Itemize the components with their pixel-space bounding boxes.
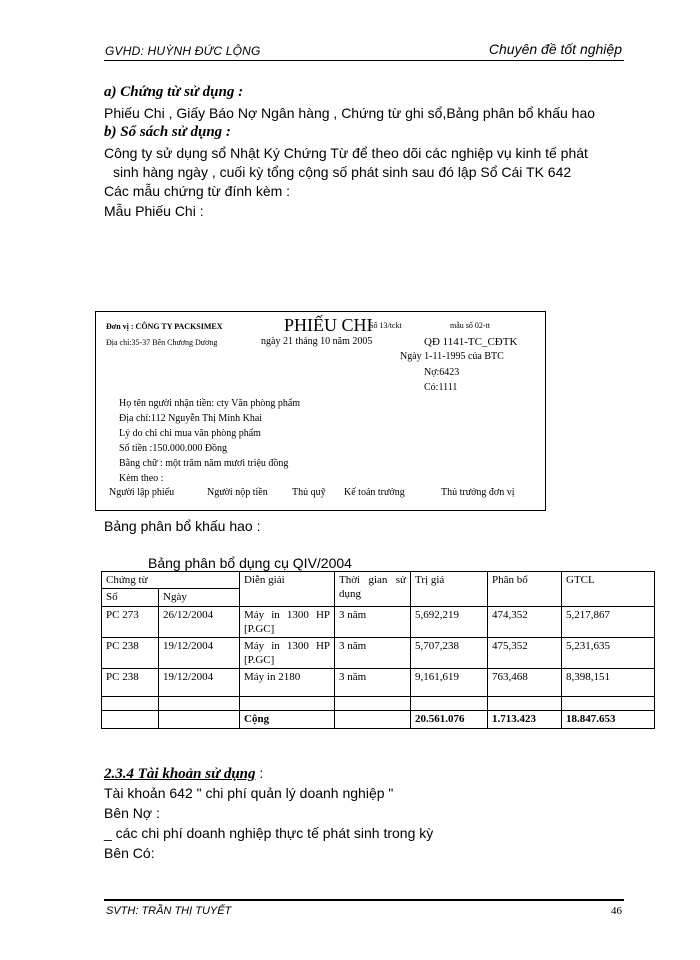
cell-time: 3 năm <box>335 638 411 669</box>
cell-gtcl: 5,231,635 <box>562 638 655 669</box>
voucher-signature: Thủ quỹ <box>292 487 326 498</box>
voucher-signature: Người nộp tiền <box>207 487 268 498</box>
voucher-amount-words: Bằng chữ : một trăm năm mươi triệu đồng <box>119 458 289 469</box>
voucher-title: PHIẾU CHI <box>284 315 373 335</box>
cell-gtcl: 5,217,867 <box>562 607 655 638</box>
cell-no: PC 273 <box>102 607 159 638</box>
section-b-line4: Mẫu Phiếu Chi : <box>104 203 204 219</box>
header-title: Chuyên đề tốt nghiệp <box>488 41 622 57</box>
section-b-line2: sinh hàng ngày , cuối kỳ tổng cộng số phát sinh sau đó lập Sổ Cái TK 642 <box>113 164 572 180</box>
voucher-signature: Người lập phiếu <box>109 487 175 498</box>
footer-student: SVTH: TRẦN THỊ TUYẾT <box>106 905 232 917</box>
cell-alloc: 474,352 <box>488 607 562 638</box>
voucher-receiver-address: Địa chỉ:112 Nguyễn Thị Minh Khai <box>119 413 263 424</box>
cell-alloc: 763,468 <box>488 669 562 697</box>
table-row <box>102 607 655 638</box>
section-234-colon: : <box>255 765 264 781</box>
section-b-heading: b) Sổ sách sử dụng : <box>104 124 231 140</box>
voucher-signature: Kế toán trưởng <box>344 487 405 498</box>
cell-value: 5,707,238 <box>411 638 488 669</box>
cell-desc: Máy in 2180 <box>240 669 335 697</box>
header-gtcl: GTCL <box>562 572 655 607</box>
section-234-line1: Tài khoản 642 " chi phí quản lý doanh nghiệp " <box>104 785 394 801</box>
header-divider <box>104 60 624 61</box>
total-gtcl: 18.847.653 <box>562 711 655 729</box>
header-desc: Diễn giải <box>240 572 335 607</box>
table-total-row <box>102 711 655 729</box>
table-row <box>102 669 655 697</box>
cell-desc: Máy in 1300 HP [P.GC] <box>240 638 335 669</box>
section-b-line1: Công ty sử dụng sổ Nhật Ký Chứng Từ để theo dõi các nghiệp vụ kinh tế phát <box>104 145 588 161</box>
header-instructor: GVHD: HUỲNH ĐỨC LỘNG <box>105 44 261 58</box>
voucher-amount: Số tiền :150.000.000 Đồng <box>119 443 228 454</box>
subheader-no: Số <box>102 589 159 607</box>
voucher-attached: Kèm theo : <box>119 473 164 484</box>
depreciation-label: Bảng phân bổ khấu hao : <box>104 518 261 534</box>
voucher-unit: Đơn vị : CÔNG TY PACKSIMEX <box>106 322 223 331</box>
voucher-reason: Lý do chi chi mua văn phòng phẩm <box>119 428 261 439</box>
cell-value: 5,692,219 <box>411 607 488 638</box>
header-alloc: Phân bổ <box>488 572 562 607</box>
cell-no: PC 238 <box>102 669 159 697</box>
section-234-line3: _ các chi phí doanh nghiệp thực tế phát sinh trong kỳ <box>104 825 434 841</box>
cell-time: 3 năm <box>335 607 411 638</box>
page-number: 46 <box>611 905 622 917</box>
total-value: 20.561.076 <box>411 711 488 729</box>
voucher-decision-date: Ngày 1-11-1995 của BTC <box>400 351 504 362</box>
header-value: Trị giá <box>411 572 488 607</box>
section-b-line3: Các mẫu chứng từ đính kèm : <box>104 183 291 199</box>
cell-alloc: 475,352 <box>488 638 562 669</box>
table-caption: Bảng phân bổ dụng cụ QIV/2004 <box>148 555 352 571</box>
header-doc: Chứng từ <box>102 572 240 589</box>
voucher-address: Địa chỉ:35-37 Bến Chương Dương <box>106 338 218 347</box>
section-a-heading: a) Chứng từ sử dụng : <box>104 84 244 100</box>
subheader-date: Ngày <box>159 589 240 607</box>
voucher-receiver: Họ tên người nhận tiền: cty Văn phòng phẩm <box>119 398 301 409</box>
header-time: Thời gian sử dụng <box>335 572 411 607</box>
cell-gtcl: 8,398,151 <box>562 669 655 697</box>
allocation-table <box>101 571 655 729</box>
total-label: Cộng <box>240 711 335 729</box>
cell-date: 19/12/2004 <box>159 638 240 669</box>
cell-time: 3 năm <box>335 669 411 697</box>
section-234-heading: 2.3.4 Tài khoản sử dụng <box>104 766 256 782</box>
table-header-row <box>102 572 655 589</box>
table-empty-row <box>102 697 655 711</box>
voucher-decision: QĐ 1141-TC_CĐTK <box>424 336 518 348</box>
voucher-form: mẫu số 02-tt <box>450 321 490 330</box>
voucher-date: ngày 21 tháng 10 năm 2005 <box>261 336 373 347</box>
section-234-heading-line <box>104 765 263 783</box>
voucher-number: Số 13/tckt <box>369 321 402 330</box>
payment-voucher <box>95 311 546 511</box>
section-a-text: Phiếu Chi , Giấy Báo Nợ Ngân hàng , Chứng từ ghi sổ,Bảng phân bổ khấu hao <box>104 105 596 121</box>
section-234-line4: Bên Có: <box>104 845 155 861</box>
cell-value: 9,161,619 <box>411 669 488 697</box>
total-alloc: 1.713.423 <box>488 711 562 729</box>
voucher-credit: Có:1111 <box>424 382 458 393</box>
table-row <box>102 638 655 669</box>
cell-date: 19/12/2004 <box>159 669 240 697</box>
cell-no: PC 238 <box>102 638 159 669</box>
cell-date: 26/12/2004 <box>159 607 240 638</box>
section-234-line2: Bên Nợ : <box>104 805 160 821</box>
cell-desc: Máy in 1300 HP [P.GC] <box>240 607 335 638</box>
footer-divider <box>104 899 624 901</box>
voucher-debit: Nợ:6423 <box>424 367 460 378</box>
voucher-signature: Thủ trưởng đơn vị <box>441 487 515 498</box>
